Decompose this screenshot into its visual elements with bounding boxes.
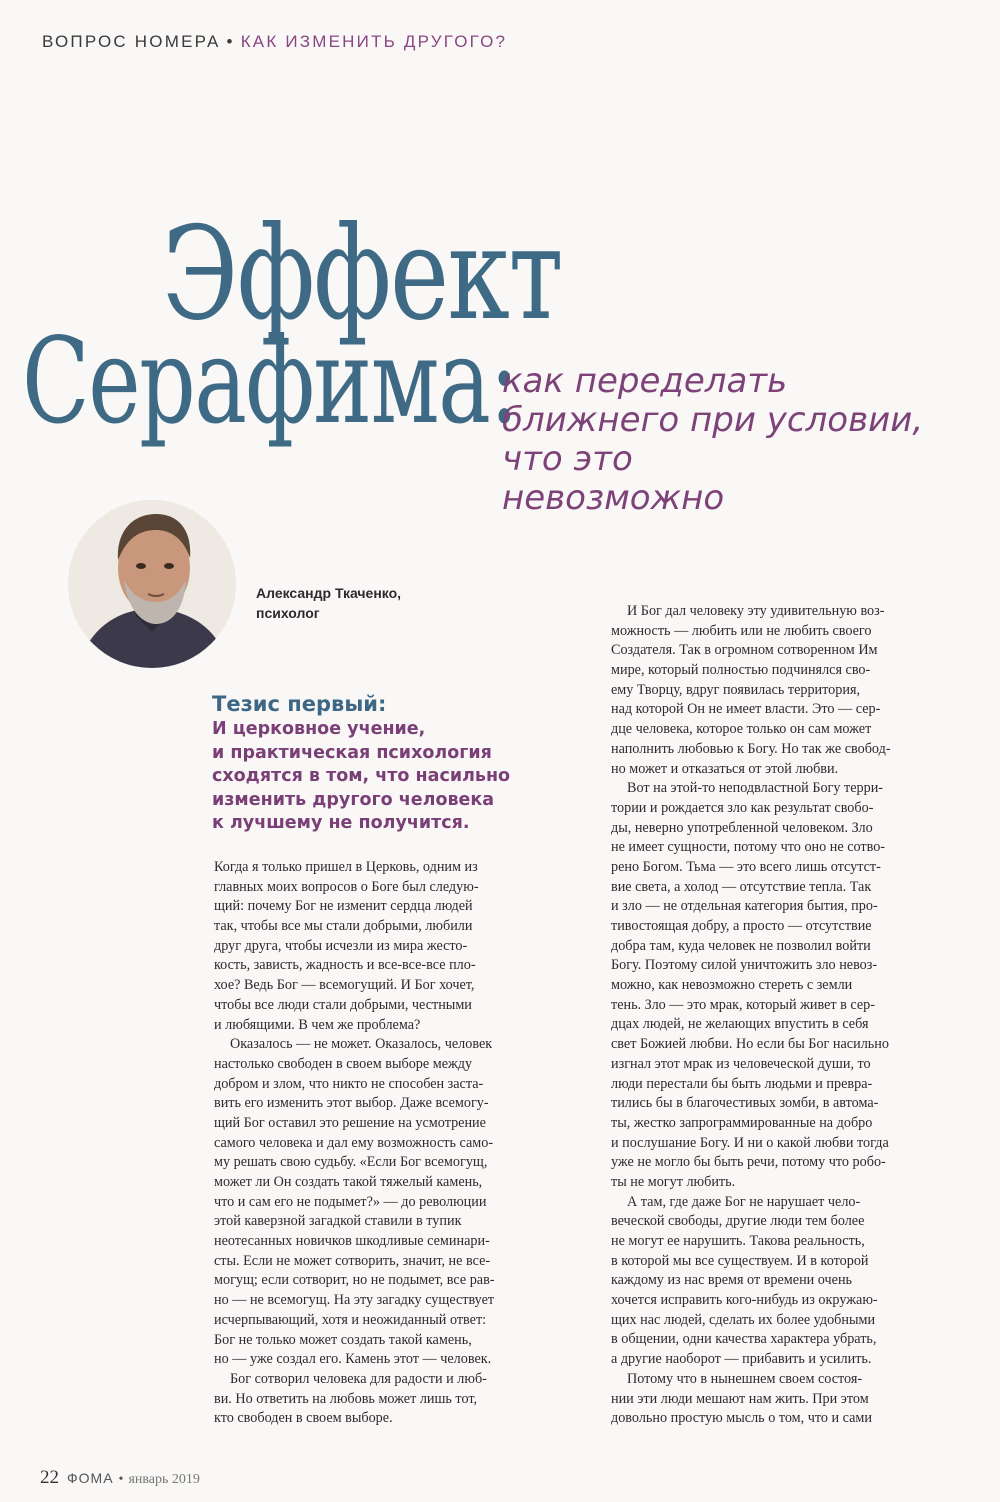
body-line: веческой свободы, другие люди тем более	[611, 1213, 865, 1230]
body-line: главных моих вопросов о Боге был следую-	[214, 878, 479, 895]
body-line: свет Божией любви. Но если бы Бог насильно	[611, 1036, 889, 1053]
body-line: Бог сотворил человека для радости и люб-	[230, 1370, 487, 1387]
body-line: можно, как невозможно стереть с земли	[611, 977, 853, 994]
body-line: щий: почему Бог не изменит сердца людей	[214, 898, 473, 915]
subtitle-line: что это	[502, 439, 633, 479]
body-line: тивостоящая добру, а просто — отсутствие	[611, 918, 872, 934]
body-line: можность — любить или не любить своего	[611, 622, 872, 639]
body-line: и зло — не отдельная категория бытия, про-	[611, 898, 878, 915]
body-line: неотесанных новичков шкодливые семинари-	[214, 1233, 490, 1250]
body-line: ты не могут любить.	[611, 1173, 736, 1190]
body-line: хочется исправить кого-нибудь из окружаю-	[611, 1292, 878, 1309]
subtitle-line: невозможно	[502, 478, 725, 518]
thesis-line: к лучшему не получится.	[212, 813, 470, 833]
author-portrait-illustration	[68, 500, 236, 668]
body-line: ему Творцу, вдруг появилась территория,	[611, 681, 861, 698]
author-photo	[68, 500, 236, 668]
page-footer	[40, 1467, 200, 1489]
body-line: ты, жестко запрограммированные на добро	[611, 1114, 873, 1131]
body-line: самого человека и дал ему возможность само-	[214, 1134, 494, 1151]
article-title-line-1: Эффект	[162, 200, 563, 349]
thesis-line: сходятся в том, что насильно	[212, 766, 511, 786]
body-line: что и сам его не подымет?» — до революции	[214, 1193, 487, 1210]
author-role: психолог	[256, 605, 320, 621]
body-line: Оказалось — не может. Оказалось, человек	[230, 1036, 493, 1053]
body-line: вие света, а холод — отсутствие тепла. Так	[611, 878, 872, 895]
body-line: добра там, куда человек не позволил войти	[611, 937, 871, 954]
body-line: не имеет сущности, потому что оно не сотво-	[611, 839, 886, 856]
body-line: Богу. Поэтому силой уничтожить зло невоз-	[611, 957, 878, 974]
body-line: этой каверзной загадкой ставили в тупик	[214, 1213, 462, 1230]
body-line: настолько свободен в своем выборе между	[214, 1055, 473, 1072]
thesis-line: И церковное учение,	[212, 719, 426, 739]
body-line: рено Богом. Тьма — это всего лишь отсутст-	[611, 858, 881, 875]
body-line: в общении, одни качества характера убрать,	[611, 1331, 877, 1348]
body-line: но — уже создал его. Камень этот — человек.	[214, 1351, 492, 1368]
body-line: и любящими. В чем же проблема?	[214, 1016, 421, 1033]
section-header	[42, 32, 507, 52]
body-line: каждому из нас время от времени очень	[611, 1272, 853, 1289]
body-line: щих нас людей, сделать их более удобными	[611, 1311, 876, 1328]
subtitle-line: как переделать	[502, 361, 788, 401]
body-line: Бог не только может создать такой камень,	[214, 1331, 472, 1348]
body-line: тории и рождается зло как результат свобо-	[611, 799, 874, 816]
body-line: в которой мы все существуем. И в которой	[611, 1252, 869, 1269]
thesis-line: и практическая психология	[212, 742, 492, 763]
article-title-line-2: Серафима:	[22, 312, 518, 450]
section-label: ВОПРОС НОМЕРА	[42, 32, 221, 51]
author-byline	[256, 583, 401, 623]
body-line: наполнить любовью к Богу. Но так же свобод-	[611, 740, 891, 757]
body-line: но — не всемогущ. На эту загадку существует	[214, 1292, 495, 1309]
author-name: Александр Ткаченко,	[256, 585, 402, 601]
footer-separator: •	[118, 1472, 124, 1487]
body-line: ды, неверно употребленной человеком. Зло	[611, 819, 873, 836]
body-line: кость, зависть, жадность и все-все-все пло-	[214, 957, 476, 974]
body-line: чтобы все люди стали добрыми, честными	[214, 996, 472, 1013]
article-subtitle	[502, 362, 992, 518]
thesis-line: изменить другого человека	[212, 789, 495, 810]
body-line: дце человека, которое только он сам может	[611, 721, 872, 738]
body-line: тень. Зло — это мрак, который живет в сер-	[611, 996, 875, 1013]
body-line: Когда я только пришел в Церковь, одним из	[214, 859, 478, 875]
body-line: а другие наоборот — прибавить и усилить.	[611, 1351, 872, 1368]
body-line: дцах людей, не желающих впустить в себя	[611, 1016, 869, 1033]
thesis-text	[212, 718, 592, 836]
body-line: Создателя. Так в огромном сотворенном Им	[611, 642, 878, 659]
body-line: довольно простую мысль о том, что и сами	[611, 1410, 873, 1427]
body-line: над которой Он не имеет власти. Это — сер-	[611, 701, 881, 718]
section-topic: КАК ИЗМЕНИТЬ ДРУГОГО?	[240, 32, 508, 51]
body-line: ви. Но ответить на любовь может лишь тот,	[214, 1390, 478, 1407]
body-line: могущ; если сотворит, но не подымет, все рав-	[214, 1272, 495, 1289]
body-line: мире, который полностью подчинялся сво-	[611, 662, 871, 679]
body-line: может ли Он создать такой тяжелый камень,	[214, 1174, 483, 1190]
body-line: А там, где даже Бог не нарушает чело-	[627, 1193, 861, 1210]
body-line: И Бог дал человеку эту удивительную воз-	[627, 603, 885, 619]
body-line: изгнал этот мрак из человеческой души, то	[611, 1055, 871, 1072]
body-line: добром и злом, что никто не способен заста-	[214, 1075, 484, 1092]
body-line: тились бы в благочестивых зомби, в автома-	[611, 1095, 879, 1112]
body-line: люди перестали бы быть людьми и превра-	[611, 1075, 873, 1092]
body-line: вить его изменить этот выбор. Даже всемогу-	[214, 1095, 489, 1112]
issue-date: январь 2019	[128, 1472, 200, 1487]
magazine-name: ФОМА	[67, 1470, 114, 1486]
header-separator: •	[226, 32, 235, 51]
body-line: нии эти люди мешают нам жить. При этом	[611, 1390, 869, 1407]
body-line: сты. Если не может сотворить, значит, не все-	[214, 1252, 491, 1269]
thesis-heading: Тезис первый:	[212, 692, 387, 716]
body-line: исчерпывающий, хотя и неожиданный ответ:	[214, 1311, 487, 1328]
body-line: хое? Ведь Бог — всемогущий. И Бог хочет,	[214, 977, 475, 994]
body-line: но может и отказаться от этой любви.	[611, 760, 839, 777]
page-number: 22	[40, 1467, 59, 1488]
body-line: му решать свою судьбу. «Если Бог всемогущ,	[214, 1154, 488, 1171]
body-line: не могут ее нарушить. Такова реальность,	[611, 1233, 865, 1249]
body-line: друг друга, чтобы исчезли из мира жесто-	[214, 937, 468, 954]
body-line: кто свободен в своем выборе.	[214, 1410, 393, 1427]
body-column-left	[214, 858, 582, 1429]
body-line: Потому что в нынешнем своем состоя-	[627, 1370, 863, 1387]
body-line: щий Бог оставил это решение на усмотрение	[214, 1114, 486, 1131]
body-line: уже не могло бы быть речи, потому что робо-	[611, 1154, 886, 1171]
body-column-right	[611, 602, 991, 1429]
thesis-block	[212, 692, 592, 836]
subtitle-line: ближнего при условии,	[502, 400, 924, 440]
body-line: Вот на этой-то неподвластной Богу терри-	[627, 780, 884, 797]
body-line: и послушание Богу. И ни о какой любви тогда	[611, 1134, 889, 1151]
body-line: так, чтобы все мы стали добрыми, любили	[214, 918, 473, 935]
